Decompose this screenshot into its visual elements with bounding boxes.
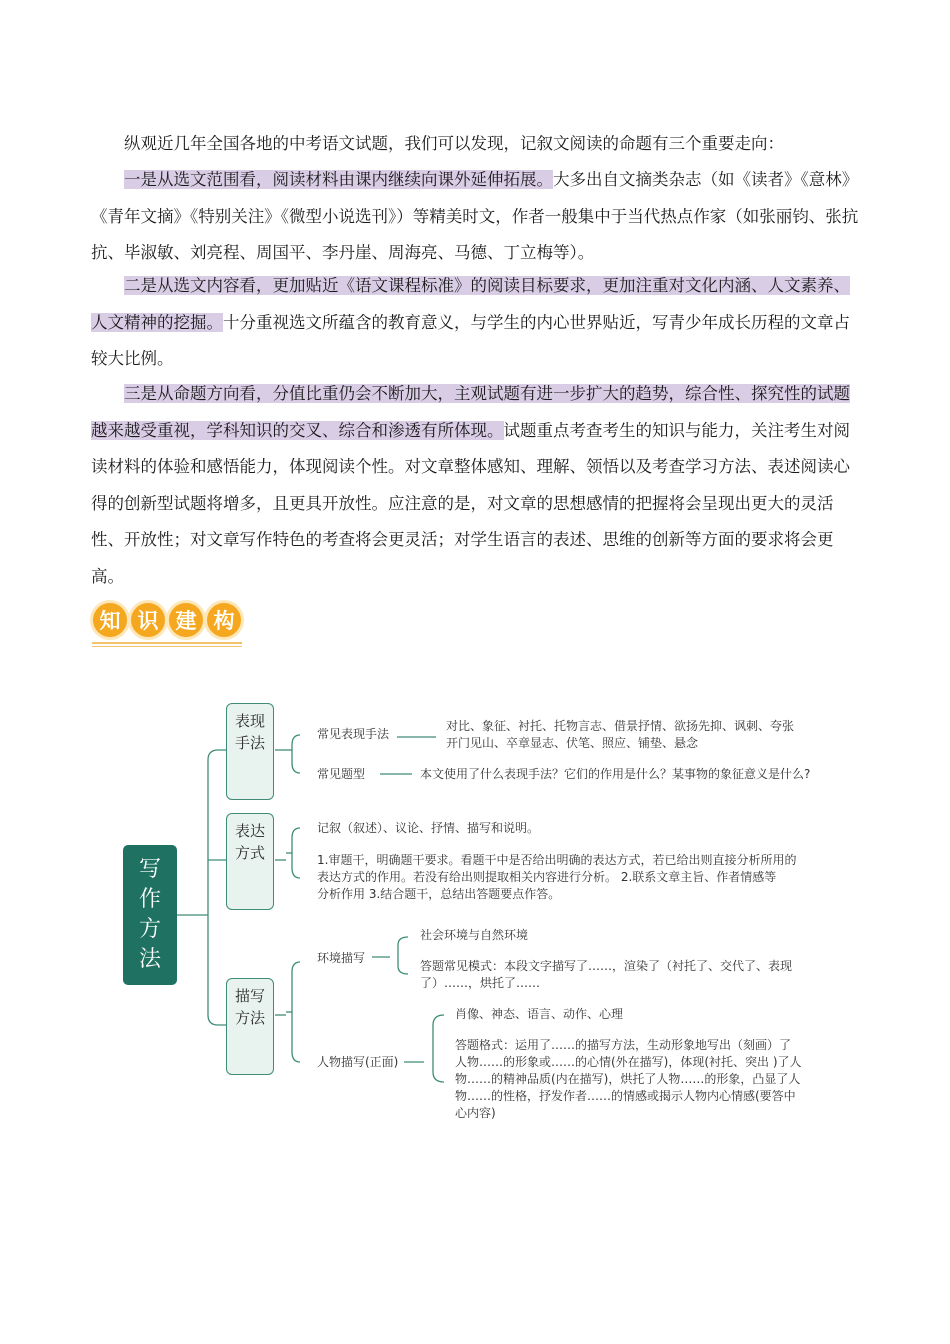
label-common-techniques: 常见表现手法: [317, 727, 390, 741]
answer-method-line: 分析作用 3.结合题干，总结出答题要点作答。: [317, 887, 561, 901]
techniques-line: 开门见山、卒章显志、伏笔、照应、铺垫、悬念: [446, 736, 699, 750]
expression-modes-list: 记叙（叙述）、议论、抒情、描写和说明。: [317, 821, 540, 835]
answer-method-line: 表达方式的作用。若没有给出则提取相关内容进行分析。 2.联系文章主旨、作者情感等: [317, 870, 777, 884]
section-title-char: 知: [90, 600, 130, 640]
techniques-line: 对比、象征、衬托、托物言志、借景抒情、欲扬先抑、讽刺、夸张: [446, 719, 795, 733]
node-expression-technique: [226, 703, 274, 800]
node-label-line: 表现: [234, 712, 265, 730]
node-expression-mode: [226, 813, 274, 910]
answer-method-line: 1.审题干，明确题干要求。看题干中是否给出明确的表达方式，若已给出则直接分析所用的: [317, 853, 797, 867]
character-aspects: 肖像、神态、语言、动作、心理: [455, 1007, 624, 1021]
node-label-line: 表达: [234, 822, 265, 840]
format-line: 物……的精神品质(内在描写)，烘托了人物……的形象，凸显了人: [455, 1072, 801, 1086]
point-two-text: 十分重视选文所蕴含的教育意义，与学生的内心世界贴近，写青少年成长历程的文章占较大比例。: [91, 312, 850, 368]
environment-answer-pattern: [420, 958, 792, 992]
root-char: 写: [138, 857, 161, 882]
point-three-text: 试题重点考查考生的知识与能力，关注考生对阅读材料的体验和感悟能力，体现阅读个性。对文章整体感知、理解、领悟以及考查学习方法、表述阅读心得的创新型试题将增多，且更具开放性。应注意的是，对文章的思想感情的把握将会呈现出更大的灵活性、开放性；对文章写作特色的考查将会更灵活；对学生语言的表述、思维的创新等方面的要求将会更高。: [91, 420, 850, 586]
node-label-line: 手法: [234, 734, 265, 752]
question-types-text: 本文使用了什么表现手法？它们的作用是什么？某事物的象征意义是什么?: [420, 767, 811, 781]
environment-types: 社会环境与自然环境: [420, 928, 529, 942]
point-two-highlight: 二是从选文内容看，更加贴近《语文课程标准》的阅读目标要求，更加注重对文化内涵、人文素养、人文精神的挖掘。: [91, 276, 850, 332]
root-char: 法: [138, 947, 161, 972]
format-line: 答题格式：运用了……的描写方法，生动形象地写出（刻画）了: [455, 1038, 792, 1052]
node-label-line: 描写: [234, 987, 265, 1005]
point-three-highlight: 三是从命题方向看，分值比重仍会不断加大，主观试题有进一步扩大的趋势，综合性、探究性的试题越来越受重视，学科知识的交叉、综合和渗透有所体现。: [91, 384, 850, 440]
node-description-method: [226, 978, 274, 1075]
root-char: 作: [138, 887, 161, 912]
format-line: 心内容): [455, 1106, 496, 1120]
format-line: 物……的性格，抒发作者……的情感或揭示人物内心情感(要答中: [455, 1089, 796, 1103]
section-title-char: 构: [204, 600, 244, 640]
root-char: 方: [138, 917, 161, 942]
section-title-char: 建: [166, 600, 206, 640]
point-one-text: 大多出自文摘类杂志（如《读者》《意林》《青年文摘》《特别关注》《微型小说选刊》）等精美时文，作者一般集中于当代热点作家（如张丽钧、张抗抗、毕淑敏、刘亮程、周国平、李丹崖、周海亮、马德、丁立梅等）。: [91, 170, 859, 262]
label-environment-description: 环境描写: [317, 951, 366, 965]
pattern-line: 了）……，烘托了……: [420, 976, 541, 990]
point-one-highlight: 一是从选文范围看，阅读材料由课内继续向课外延伸拓展。: [124, 170, 553, 189]
character-answer-format: [455, 1037, 802, 1122]
format-line: 人物……的形象或……的心情(外在描写)，体现(衬托、突出 )了人: [455, 1055, 802, 1069]
label-common-question-types: 常见题型: [317, 767, 366, 781]
intro-text: 纵观近几年全国各地的中考语文试题，我们可以发现，记叙文阅读的命题有三个重要走向：: [124, 134, 784, 153]
mind-map-root: [123, 845, 177, 985]
pattern-line: 答题常见模式：本段文字描写了……，渲染了（衬托了、交代了、表现: [420, 959, 793, 973]
node-label-line: 方法: [234, 1009, 265, 1027]
node-label-line: 方式: [234, 844, 265, 862]
expression-answer-method: [317, 852, 796, 903]
label-character-description: 人物描写(正面): [317, 1055, 399, 1069]
section-title-char: 识: [128, 600, 168, 640]
techniques-list: [446, 718, 794, 752]
